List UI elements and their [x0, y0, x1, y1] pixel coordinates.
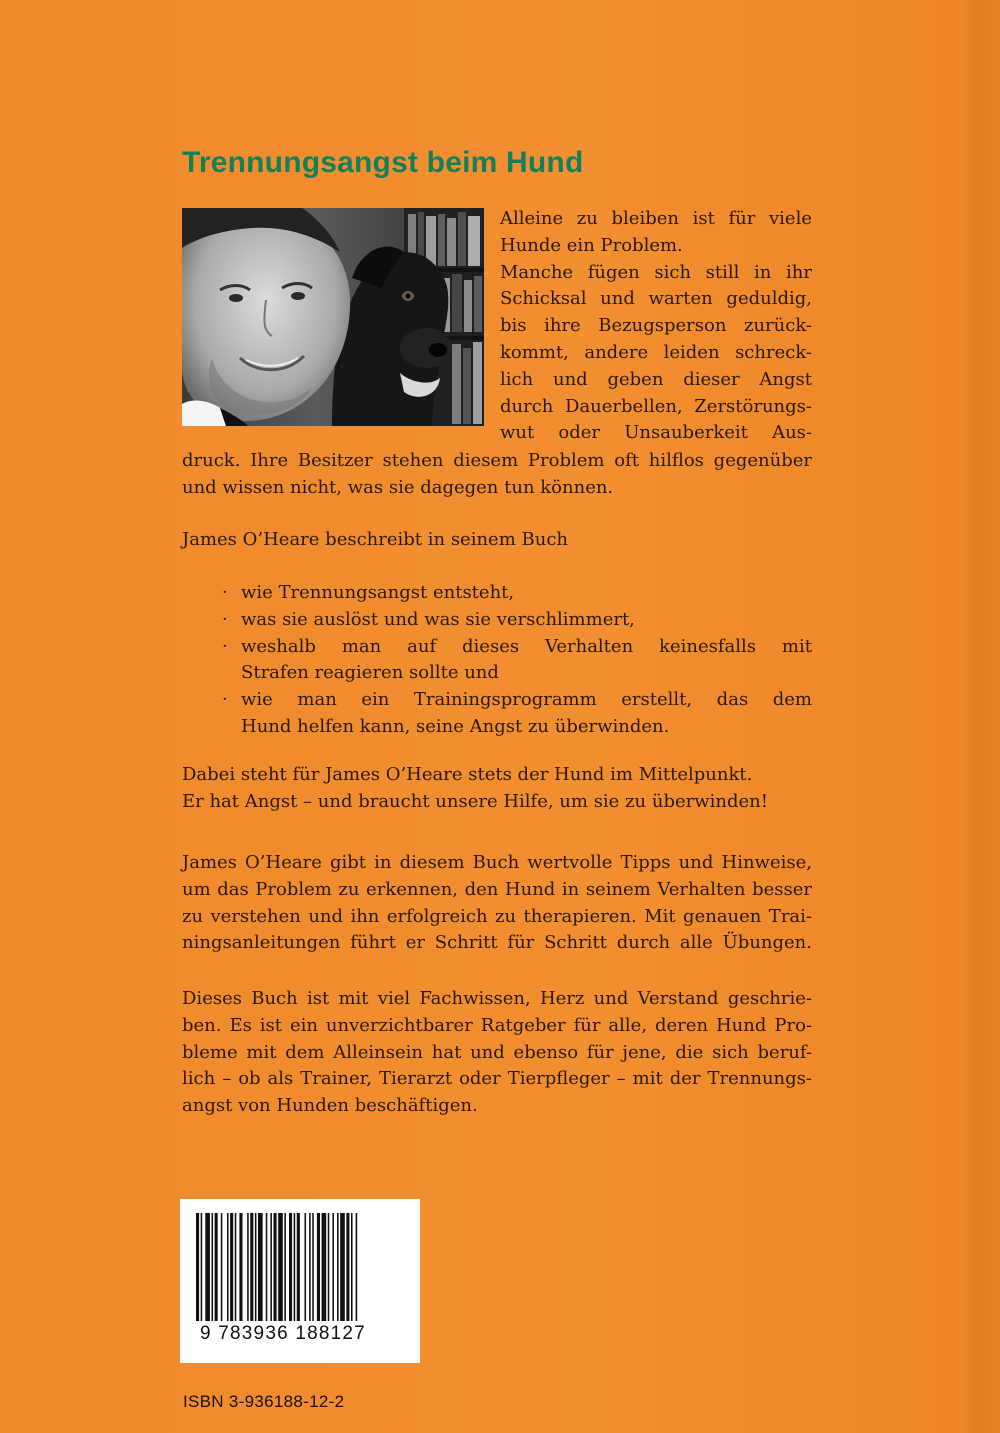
list-item	[182, 607, 812, 634]
bullet-marker: ·	[222, 608, 228, 630]
feature-list	[182, 580, 812, 741]
intro-line: druck. Ihre Besitzer stehen diesem Problem oft hilflos gegenüber	[182, 450, 812, 471]
paragraph-line: James O’Heare gibt in diesem Buch wertvolle Tipps und Hinweise,	[182, 852, 812, 873]
barcode-bar	[270, 1213, 272, 1321]
barcode-bar	[351, 1213, 353, 1321]
barcode-bar	[309, 1213, 311, 1321]
paragraph-line: bleme mit dem Alleinsein hat und ebenso für jene, die sich beruf-	[182, 1041, 812, 1063]
barcode-bar	[346, 1213, 349, 1321]
barcode-bar	[340, 1213, 345, 1321]
barcode-bar	[258, 1213, 263, 1321]
intro-line: Manche fügen sich still in ihr	[500, 261, 812, 283]
focus-paragraph	[182, 762, 812, 816]
barcode-bar	[356, 1213, 358, 1321]
barcode-label	[180, 1199, 420, 1363]
intro-line: kommt, andere leiden schreck-	[500, 341, 812, 363]
bullet-marker: ·	[222, 689, 228, 711]
intro-line: durch Dauerbellen, Zerstörungs-	[500, 395, 812, 417]
author-with-dog-photo-icon	[182, 208, 484, 426]
paragraph-line: angst von Hunden beschäftigen.	[182, 1095, 478, 1117]
intro-line: Alleine zu bleiben ist für viele	[500, 208, 812, 229]
intro-line: bis ihre Bezugsperson zurück-	[500, 315, 812, 337]
list-item-line: weshalb man auf dieses Verhalten keinesfalls mit	[241, 635, 812, 657]
paragraph-line: Dabei steht für James O’Heare stets der Hund im Mittelpunkt.	[182, 764, 753, 785]
list-item	[182, 634, 812, 688]
barcode-bar	[250, 1213, 253, 1321]
bullet-marker: ·	[222, 635, 228, 657]
barcode-bar	[332, 1213, 334, 1321]
barcode-bar	[284, 1213, 286, 1321]
intro-line: Hunde ein Problem.	[500, 234, 683, 256]
intro-continuation	[182, 448, 812, 502]
barcode-bar	[196, 1213, 199, 1321]
cover-edge-shadow	[964, 0, 1000, 1433]
barcode-bar	[235, 1213, 237, 1321]
book-title: Trennungsangst beim Hund	[182, 146, 584, 179]
list-item-line: wie man ein Trainingsprogramm erstellt, das dem	[241, 689, 812, 711]
list-item	[182, 687, 812, 741]
barcode-icon	[196, 1213, 406, 1321]
list-item-line: was sie auslöst und was sie verschlimmert,	[241, 608, 635, 630]
barcode-bar	[294, 1213, 296, 1321]
barcode-bar	[201, 1213, 203, 1321]
paragraph-line: Er hat Angst – und braucht unsere Hilfe, um sie zu überwinden!	[182, 790, 768, 812]
barcode-bar	[305, 1213, 307, 1321]
barcode-bar	[337, 1213, 339, 1321]
lead-line: James O’Heare beschreibt in seinem Buch	[182, 529, 568, 550]
barcode-bar	[212, 1213, 214, 1321]
paragraph-line: lich – ob als Trainer, Tierarzt oder Tierpfleger – mit der Trennungs-	[182, 1068, 812, 1090]
barcode-bar	[312, 1213, 314, 1321]
barcode-bar	[266, 1213, 268, 1321]
barcode-bar	[227, 1213, 229, 1321]
barcode-bar	[215, 1213, 218, 1321]
author-photo	[182, 208, 484, 426]
paragraph-line: ningsanleitungen führt er Schritt für Schritt durch alle Übungen.	[182, 932, 812, 954]
barcode-bar	[247, 1213, 249, 1321]
intro-line: wut oder Unsauberkeit Aus-	[500, 422, 812, 444]
barcode-bar	[289, 1213, 292, 1321]
list-item	[182, 580, 812, 607]
paragraph-line: zu verstehen und ihn erfolgreich zu therapieren. Mit genauen Trai-	[182, 905, 812, 927]
barcode-bar	[297, 1213, 300, 1321]
barcode-bar	[328, 1213, 330, 1321]
intro-line: lich und geben dieser Angst	[500, 368, 812, 390]
barcode-bar	[278, 1213, 283, 1321]
barcode-bar	[205, 1213, 210, 1321]
intro-line: Schicksal und warten geduldig,	[500, 288, 812, 310]
paragraph-line: Dieses Buch ist mit viel Fachwissen, Herz und Verstand geschrie-	[182, 988, 812, 1009]
barcode-bar	[317, 1213, 320, 1321]
lead-paragraph	[182, 527, 812, 554]
intro-line: und wissen nicht, was sie dagegen tun können.	[182, 476, 614, 498]
barcode-number: 9 783936 188127	[200, 1323, 366, 1344]
barcode-bar	[230, 1213, 233, 1321]
paragraph-line: ben. Es ist ein unverzichtbarer Ratgeber für alle, deren Hund Pro-	[182, 1014, 812, 1036]
barcode-bar	[221, 1213, 223, 1321]
list-item-line: Hund helfen kann, seine Angst zu überwinden.	[241, 715, 670, 737]
barcode-bar	[255, 1213, 257, 1321]
paragraph-line: um das Problem zu erkennen, den Hund in seinem Verhalten besser	[182, 878, 812, 900]
barcode-bar	[274, 1213, 277, 1321]
barcode-bar	[239, 1213, 242, 1321]
bullet-marker: ·	[222, 582, 228, 603]
summary-paragraph	[182, 986, 812, 1120]
list-item-line: wie Trennungsangst entsteht,	[241, 582, 515, 603]
barcode-bar	[322, 1213, 327, 1321]
intro-column	[500, 206, 812, 447]
isbn-text: ISBN 3-936188-12-2	[183, 1392, 345, 1411]
tips-paragraph	[182, 850, 812, 957]
list-item-line: Strafen reagieren sollte und	[241, 662, 499, 684]
